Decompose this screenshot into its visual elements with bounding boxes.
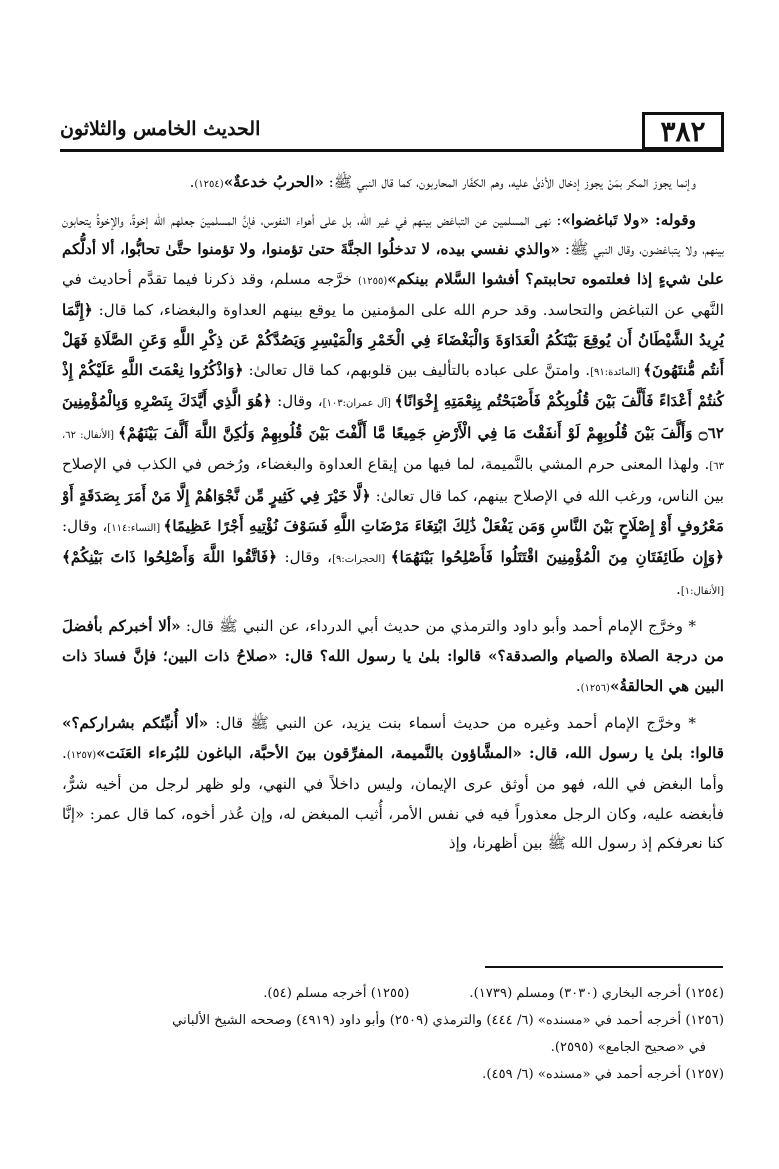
- reference-marker: [النساء:١١٤]: [107, 522, 164, 534]
- body-text: . ولهذا المعنى حرم المشي بالنَّميمة، لما فيها من إيقاع العداوة والبغضاء، ورُخص في الكذب في الإصلاح بين الناس، ورغب الله في الإصلاح بينهم، كما قال تعالىٰ:: [62, 455, 725, 505]
- body-text: . وأما البغض في الله، فهو من أوثق عرى الإيمان، وليس داخلاً في النهي، ولو ظهر لرجل من أخيه شرٌّ، فأبغضه عليه، وكان الرجل معذوراً فيه في نفس الأمر، أُثيب المبغض له، وإن عُذر أخوه، كما قال عمر: «إنَّا كنا نعرفكم إذ رسول الله ﷺ بين أظهرنا، وإذ: [62, 743, 724, 853]
- paragraph: [62, 168, 724, 200]
- reference-marker: [الأنفال: ٦٢، ٦٣]: [62, 429, 724, 473]
- quoted-text: «ألا أخبركم بأفضلَ من درجة الصلاة والصيام والصدقة؟» قالوا: بلىٰ يا رسول الله؟ قال: «صلاحُ ذات البين؛ فإنَّ فسادَ ذات البين هي الحالقةُ»: [62, 617, 724, 695]
- footnote-row: [62, 980, 724, 1007]
- body-text: ، وقال:: [277, 548, 333, 567]
- body-text: * وخرَّج الإمام أحمد وغيره من حديث أسماء بنت يزيد، عن النبي ﷺ قال:: [208, 714, 696, 733]
- quoted-text: ﴿لَّا خَيْرَ فِي كَثِيرٍ مِّن نَّجْوَاهُمْ إِلَّا مَنْ أَمَرَ بِصَدَقَةٍ أَوْ مَعْرُوفٍ أَوْ إِصْلَاحٍ بَيْنَ النَّاسِ وَمَن يَفْعَلْ ذَٰلِكَ ابْتِغَاءَ مَرْضَاتِ اللَّهِ فَسَوْفَ نُؤْتِيهِ أَجْرًا عَظِيمًا﴾: [62, 486, 724, 535]
- quoted-text: ﴿وَإِن طَائِفَتَانِ مِنَ الْمُؤْمِنِينَ اقْتَتَلُوا فَأَصْلِحُوا بَيْنَهُمَا﴾: [390, 548, 725, 567]
- reference-marker: (١٢٥٦): [580, 682, 610, 694]
- header-rule: [60, 149, 724, 152]
- body-text: ، وقال:: [271, 392, 323, 411]
- quoted-text: ﴿إِنَّمَا يُرِيدُ الشَّيْطَانُ أَن يُوقِعَ بَيْنَكُمُ الْعَدَاوَةَ وَالْبَغْضَاءَ فِي الْخَمْرِ وَالْمَيْسِرِ وَيَصُدَّكُمْ عَن ذِكْرِ اللَّهِ وَعَنِ الصَّلَاةِ فَهَلْ أَنتُم مُّنتَهُونَ﴾: [62, 301, 724, 379]
- footnote-1256-continued: في «صحيح الجامع» (٢٥٩٥).: [550, 1040, 706, 1055]
- body-text: * وخرَّج الإمام أحمد وأبو داود والترمذي من حديث أبي الدرداء، عن النبي ﷺ قال:: [180, 617, 696, 636]
- footnotes: [62, 980, 724, 1088]
- body-text: خرَّجه مسلم، وقد ذكرنا فيما تقدَّم أحاديث في النَّهي عن التباغض والتحاسد. وقد حرم الله على المؤمنين ما يوقع بينهم العداوة والبغضاء، كما قال:: [62, 269, 724, 320]
- body-text: : نهى المسلمين عن التباغض بينهم في غير الله، بل على أهواء النفوس، فإنَّ المسلمينَ جعلهم الله إخوةً، والإخوةُ يتحابون بينهم، ولا يتباغضون، وقال النبي ﷺ:: [62, 210, 724, 259]
- paragraph: [62, 206, 724, 607]
- reference-marker: [الحجرات:٩]: [332, 554, 391, 566]
- body-text: ، وقال:: [62, 516, 108, 535]
- body-text: وإنما يجوز المكر بمَنْ يجوز إدخال الأذىٰ عليه، وهم الكفّار المحاربون، كما قال النبي ﷺ:: [323, 173, 696, 191]
- chapter-title: الحديث الخامس والثلاثون: [60, 118, 261, 140]
- paragraph: [62, 709, 724, 859]
- reference-marker: [آل عمران:١٠٣]: [322, 398, 395, 410]
- reference-marker: [المائدة:٩١]: [590, 366, 644, 378]
- reference-marker: (١٢٥٧): [66, 749, 97, 761]
- footnote-rule: [485, 966, 723, 968]
- footnote-1255: (١٢٥٥) أخرجه مسلم (٥٤).: [263, 986, 410, 1001]
- quoted-text: «ألا أُنبِّئكم بشراركم؟» قالوا: بلىٰ يا رسول الله، قال: «المشَّاؤون بالنَّميمة، المفرِّقون بينَ الأحبَّة، الباغون للبُرءاء العَنَت»: [62, 714, 724, 762]
- quoted-text: «الحربُ خدعةٌ»: [223, 173, 324, 191]
- footnote-1254: (١٢٥٤) أخرجه البخاري (٣٠٣٠) ومسلم (١٧٣٩).: [469, 986, 724, 1001]
- reference-marker: (١٢٥٥): [357, 275, 388, 287]
- quoted-text: ﴿هُوَ الَّذِي أَيَّدَكَ بِنَصْرِهِ وَبِالْمُؤْمِنِينَ ۝٦٢ وَأَلَّفَ بَيْنَ قُلُوبِهِمْ لَوْ أَنفَقْتَ مَا فِي الْأَرْضِ جَمِيعًا مَّا أَلَّفْتَ بَيْنَ قُلُوبِهِمْ وَلَٰكِنَّ اللَّهَ أَلَّفَ بَيْنَهُمْ﴾: [62, 392, 725, 442]
- quoted-text: ﴿وَاذْكُرُوا نِعْمَتَ اللَّهِ عَلَيْكُمْ إِذْ كُنتُمْ أَعْدَاءً فَأَلَّفَ بَيْنَ قُلُوبِكُمْ فَأَصْبَحْتُم بِنِعْمَتِهِ إِخْوَانًا﴾: [62, 360, 725, 411]
- page-number: ٣٨٢: [642, 112, 724, 150]
- page-header: [60, 112, 724, 152]
- main-text: [62, 168, 724, 859]
- quoted-text: وقوله: «ولا تَباغضوا»: [561, 210, 696, 229]
- body-text: . وامتنَّ على عباده بالتأليف بين قلوبهم، كما قال تعالىٰ:: [243, 360, 591, 379]
- paragraph: [62, 612, 724, 703]
- body-text: .: [675, 579, 681, 598]
- body-text: .: [575, 676, 581, 695]
- quoted-text: «والذي نفسي بيده، لا تدخلُوا الجنَّةَ حتىٰ تؤمنوا، ولا تؤمنوا حتَّىٰ تحابُّوا، ألا أدلُّكم علىٰ شيءٍ إذا فعلتموه تحاببتم؟ أفشوا السَّلام بينكم»: [62, 240, 725, 288]
- footnote-1257: (١٢٥٧) أخرجه أحمد في «مسنده» (٦/ ٤٥٩).: [482, 1067, 724, 1082]
- footnote-1256: (١٢٥٦) أخرجه أحمد في «مسنده» (٦/ ٤٤٤) والترمذي (٢٥٠٩) وأبو داود (٤٩١٩) وصححه الشيخ الألباني: [172, 1013, 724, 1028]
- reference-marker: (١٢٥٤): [194, 179, 224, 190]
- reference-marker: [الأنفال:١]: [680, 585, 724, 597]
- body-text: .: [189, 173, 195, 191]
- quoted-text: ﴿فَاتَّقُوا اللَّهَ وَأَصْلِحُوا ذَاتَ بَيْنِكُمْ﴾: [62, 548, 278, 567]
